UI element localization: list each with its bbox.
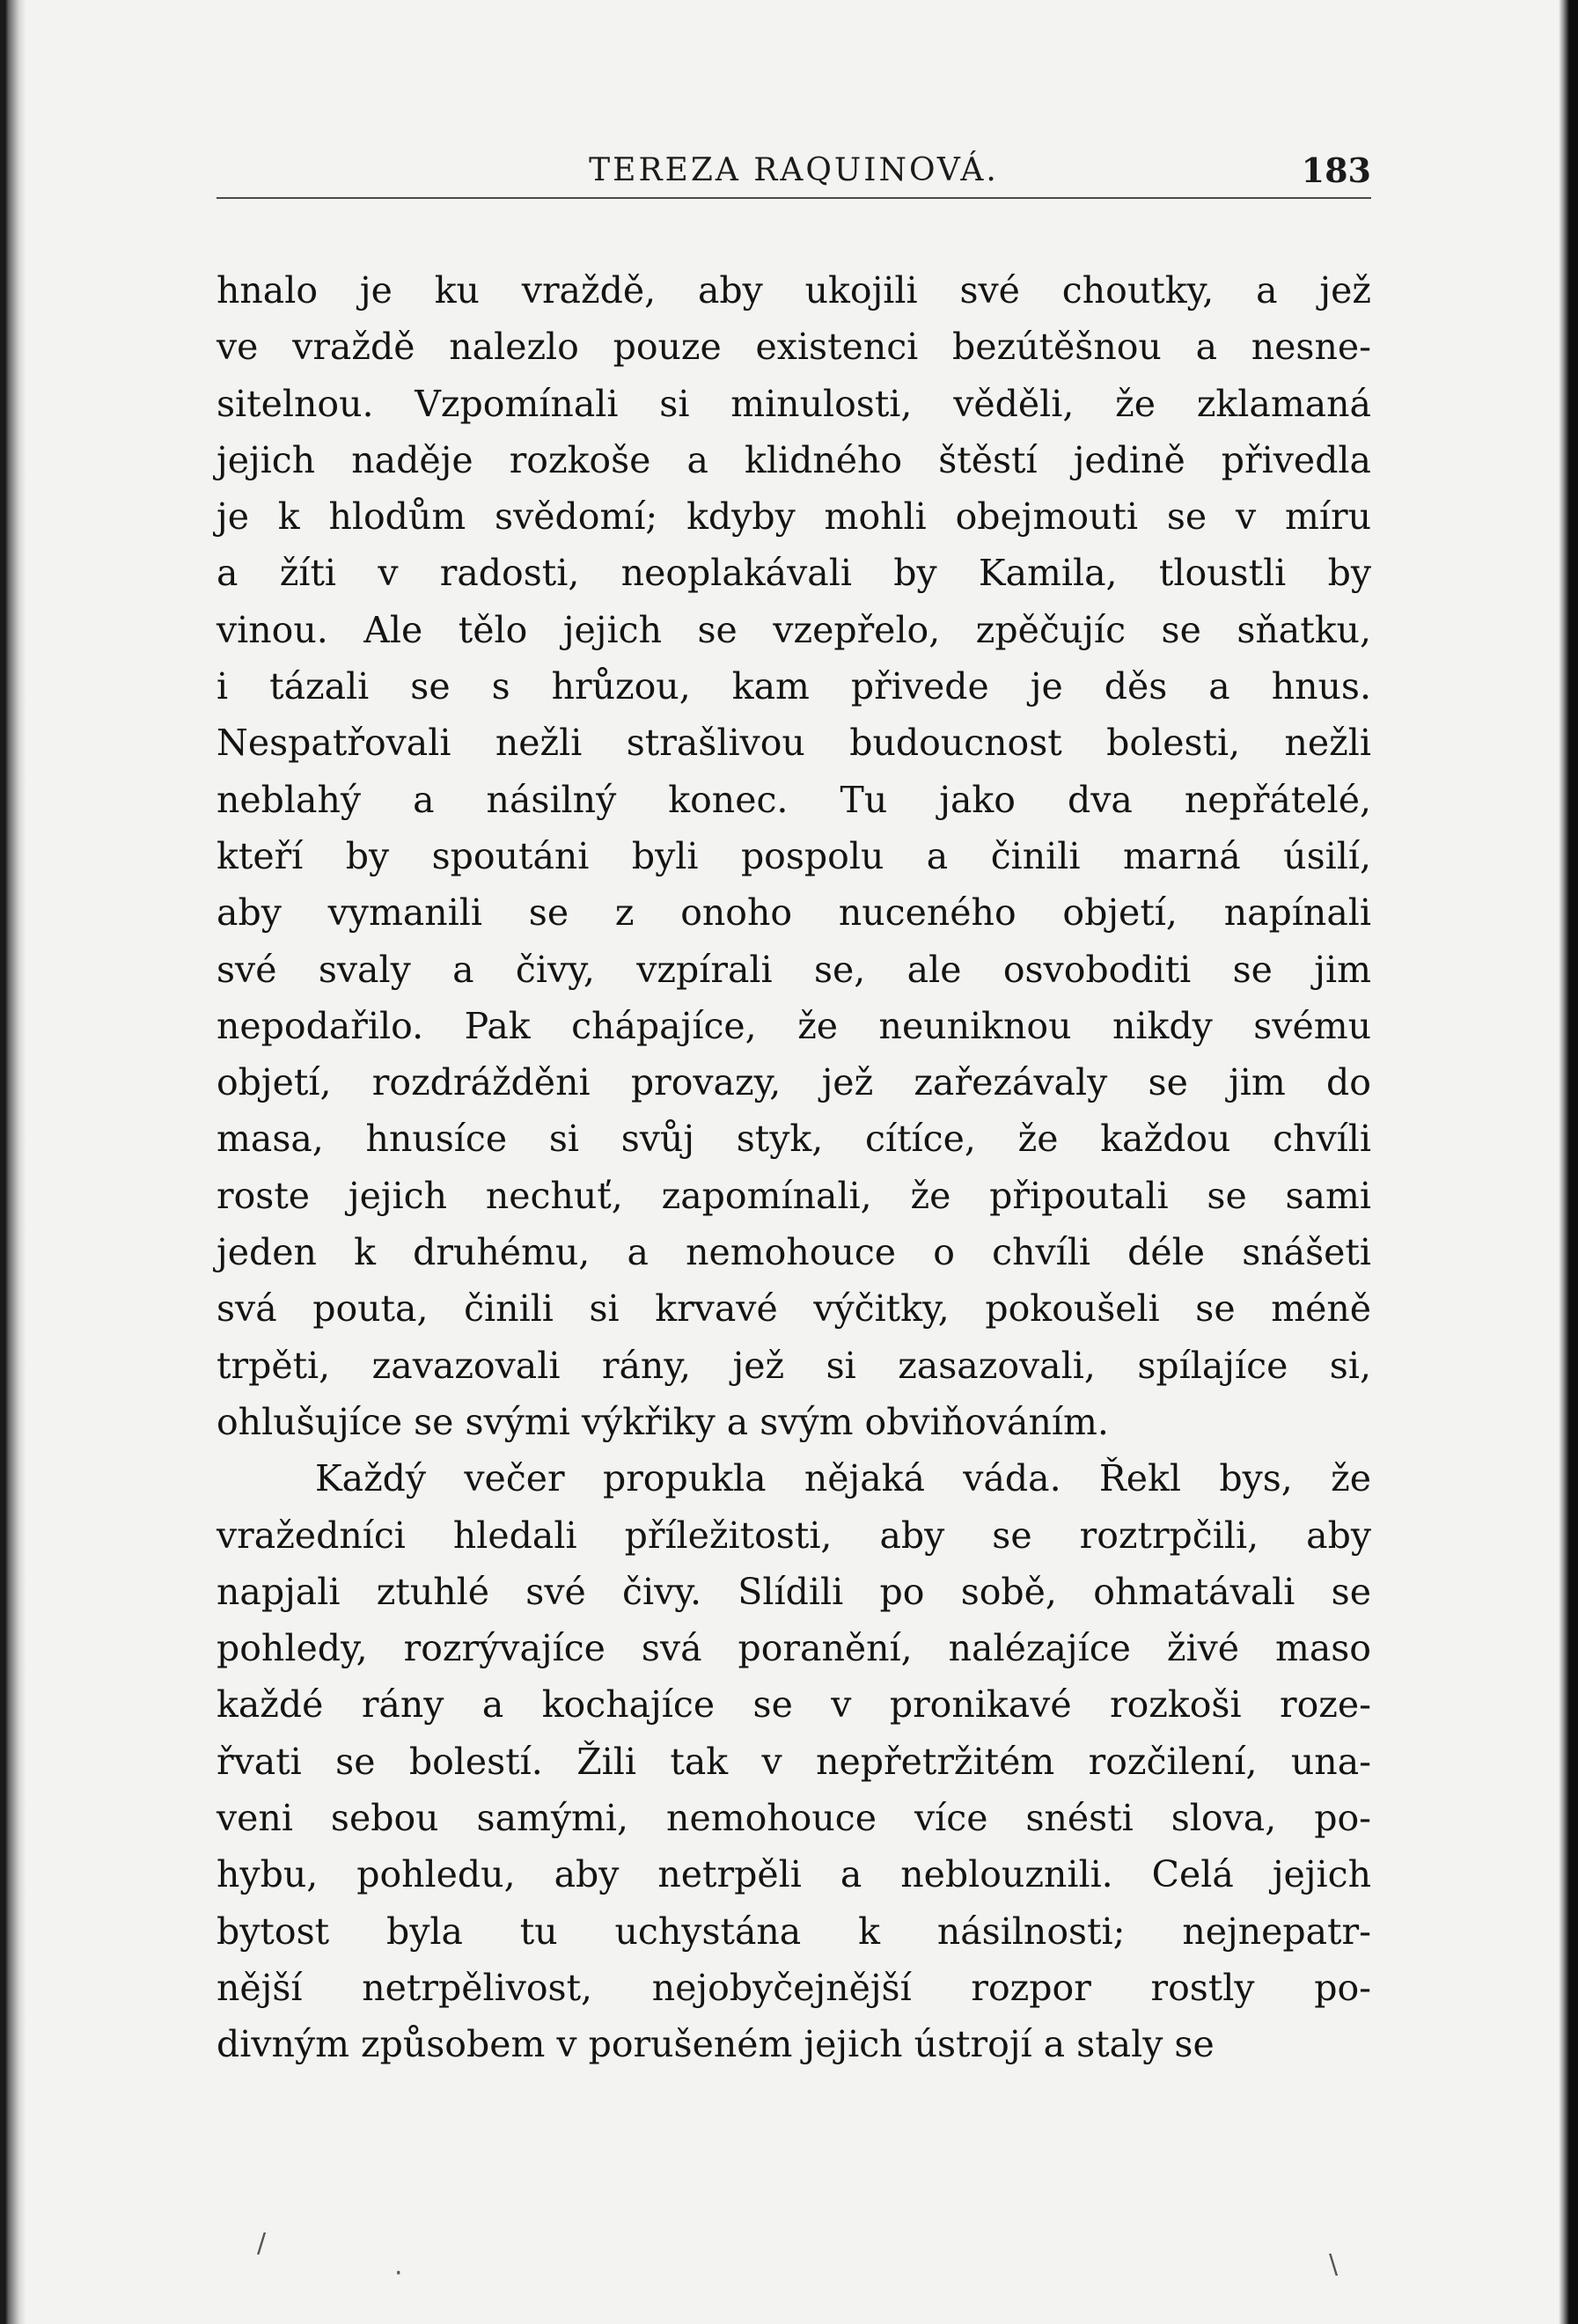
- body-text: [217, 262, 1371, 2073]
- text-line: jejich naděje rozkoše a klidného štěstí jedině přivedla: [217, 438, 1371, 481]
- page-left-edge-shadow: [0, 0, 26, 2324]
- text-line: Nespatřovali nežli strašlivou budoucnost bolesti, nežli: [217, 722, 1371, 765]
- text-line: vražedníci hledali příležitosti, aby se roztrpčili, aby: [217, 1514, 1371, 1557]
- text-line: vinou. Ale tělo jejich se vzepřelo, zpěčujíc se sňatku,: [217, 608, 1371, 651]
- text-line: každé rány a kochajíce se v pronikavé rozkoši roze-: [217, 1683, 1371, 1727]
- text-line: svá pouta, činili si krvavé výčitky, pokoušeli se méně: [217, 1287, 1371, 1331]
- scan-speck: /: [257, 2228, 267, 2259]
- text-line: objetí, rozdrážděni provazy, jež zařezávaly se jim do: [217, 1061, 1371, 1104]
- text-line: sitelnou. Vzpomínali si minulosti, věděli, že zklamaná: [217, 382, 1371, 425]
- page-right-edge-shadow: [1559, 0, 1578, 2324]
- text-line: kteří by spoutáni byli pospolu a činili marná úsilí,: [217, 834, 1371, 877]
- text-line: hybu, pohledu, aby netrpěli a neblouznili. Celá jejich: [217, 1853, 1371, 1896]
- text-line: bytost byla tu uchystána k násilnosti; nejnepatr-: [217, 1910, 1371, 1953]
- text-line: neblahý a násilný konec. Tu jako dva nepřátelé,: [217, 778, 1371, 821]
- text-line: Každý večer propukla nějaká váda. Řekl bys, že: [315, 1457, 1371, 1500]
- text-line: trpěti, zavazovali rány, jež si zasazovali, spílajíce si,: [217, 1344, 1371, 1387]
- text-line: divným způsobem v porušeném jejich ústrojí a staly se: [217, 2023, 1215, 2066]
- text-line: řvati se bolestí. Žili tak v nepřetržitém rozčilení, una-: [217, 1740, 1371, 1783]
- running-title: TEREZA RAQUINOVÁ.: [589, 152, 999, 188]
- text-line: napjali ztuhlé své čivy. Slídili po sobě, ohmatávali se: [217, 1570, 1371, 1613]
- paragraph: [217, 1450, 1371, 2072]
- text-line: a žíti v radosti, neoplakávali by Kamila, tloustli by: [217, 552, 1371, 595]
- text-line: roste jejich nechuť, zapomínali, že připoutali se sami: [217, 1174, 1371, 1217]
- text-line: nější netrpělivost, nejobyčejnější rozpor rostly po-: [217, 1966, 1371, 2009]
- text-line: ve vraždě nalezlo pouze existenci bezútěšnou a nesne-: [217, 326, 1371, 369]
- text-line: veni sebou samými, nemohouce více snésti slova, po-: [217, 1797, 1371, 1840]
- page-number: 183: [1301, 150, 1371, 190]
- text-line: nepodařilo. Pak chápajíce, že neuniknou nikdy svému: [217, 1004, 1371, 1047]
- running-header: [217, 148, 1371, 194]
- header-rule: [217, 197, 1371, 199]
- scan-speck: \: [1329, 2249, 1339, 2280]
- text-line: pohledy, rozrývajíce svá poranění, nalézajíce živé maso: [217, 1627, 1371, 1670]
- text-line: hnalo je ku vraždě, aby ukojili své choutky, a jež: [217, 269, 1371, 312]
- text-line: je k hlodům svědomí; kdyby mohli obejmouti se v míru: [217, 495, 1371, 539]
- text-line: masa, hnusíce si svůj styk, cítíce, že každou chvíli: [217, 1118, 1371, 1161]
- paragraph: [217, 262, 1371, 1450]
- scan-speck: ·: [394, 2258, 403, 2289]
- text-line: aby vymanili se z onoho nuceného objetí, napínali: [217, 891, 1371, 935]
- text-line: i tázali se s hrůzou, kam přivede je děs a hnus.: [217, 665, 1371, 708]
- text-line: jeden k druhému, a nemohouce o chvíli déle snášeti: [217, 1231, 1371, 1274]
- text-line: své svaly a čivy, vzpírali se, ale osvoboditi se jim: [217, 948, 1371, 991]
- text-line: ohlušujíce se svými výkřiky a svým obviňováním.: [217, 1400, 1109, 1443]
